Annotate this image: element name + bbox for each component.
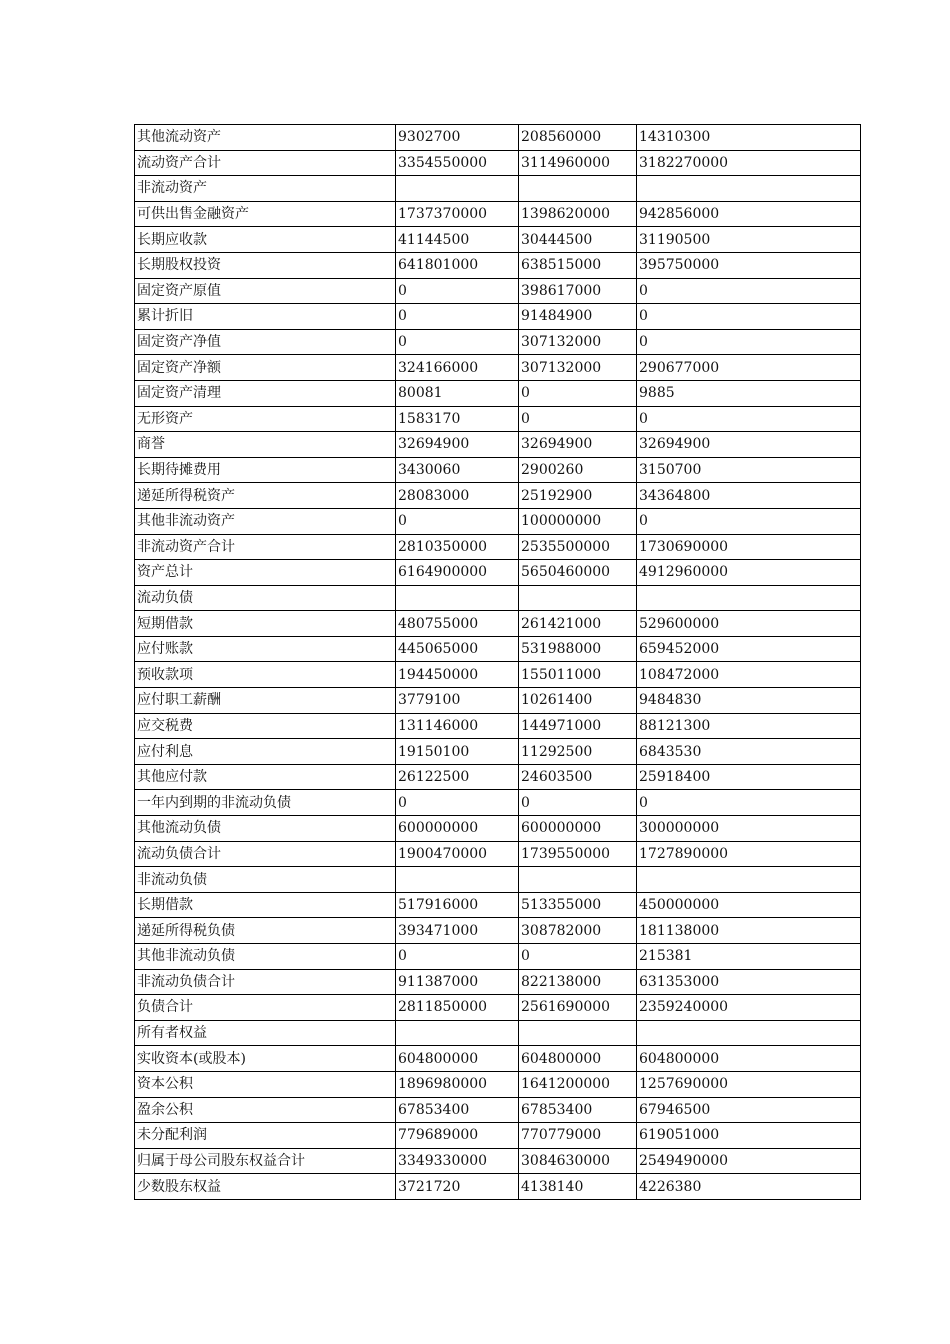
cell-value-col-2: 398617000 <box>519 278 637 304</box>
cell-item-label: 其他非流动资产 <box>135 508 396 534</box>
cell-value-col-1: 0 <box>396 790 519 816</box>
cell-value-col-2: 2900260 <box>519 457 637 483</box>
cell-value-col-1: 779689000 <box>396 1123 519 1149</box>
table-row <box>135 252 861 278</box>
cell-value-col-1: 393471000 <box>396 918 519 944</box>
table-row <box>135 944 861 970</box>
cell-value-col-3: 1727890000 <box>637 841 861 867</box>
cell-value-col-2: 2535500000 <box>519 534 637 560</box>
table-row <box>135 816 861 842</box>
cell-value-col-1: 600000000 <box>396 816 519 842</box>
cell-value-col-1: 3721720 <box>396 1174 519 1200</box>
cell-item-label: 盈余公积 <box>135 1097 396 1123</box>
cell-value-col-1: 1900470000 <box>396 841 519 867</box>
cell-value-col-2 <box>519 1020 637 1046</box>
cell-item-label: 归属于母公司股东权益合计 <box>135 1148 396 1174</box>
table-row <box>135 662 861 688</box>
cell-value-col-1 <box>396 585 519 611</box>
cell-value-col-3: 0 <box>637 790 861 816</box>
cell-value-col-3 <box>637 1020 861 1046</box>
cell-value-col-3: 2549490000 <box>637 1148 861 1174</box>
table-row <box>135 1174 861 1200</box>
cell-value-col-1: 1737370000 <box>396 201 519 227</box>
cell-value-col-2: 308782000 <box>519 918 637 944</box>
cell-value-col-1: 480755000 <box>396 611 519 637</box>
cell-value-col-1: 0 <box>396 944 519 970</box>
cell-value-col-3: 2359240000 <box>637 995 861 1021</box>
table-row <box>135 713 861 739</box>
table-row <box>135 841 861 867</box>
table-row <box>135 1097 861 1123</box>
cell-item-label: 非流动负债合计 <box>135 969 396 995</box>
table-row <box>135 560 861 586</box>
cell-item-label: 非流动资产 <box>135 176 396 202</box>
table-row <box>135 201 861 227</box>
cell-value-col-1: 517916000 <box>396 892 519 918</box>
cell-value-col-3: 31190500 <box>637 227 861 253</box>
cell-value-col-1: 0 <box>396 304 519 330</box>
cell-value-col-2: 67853400 <box>519 1097 637 1123</box>
cell-value-col-3: 0 <box>637 406 861 432</box>
cell-value-col-1: 3779100 <box>396 688 519 714</box>
cell-value-col-3: 0 <box>637 304 861 330</box>
cell-value-col-3: 395750000 <box>637 252 861 278</box>
cell-value-col-3: 25918400 <box>637 764 861 790</box>
table-row <box>135 483 861 509</box>
cell-item-label: 短期借款 <box>135 611 396 637</box>
cell-item-label: 流动负债合计 <box>135 841 396 867</box>
table-row <box>135 1123 861 1149</box>
cell-value-col-1: 1896980000 <box>396 1071 519 1097</box>
cell-value-col-3: 3182270000 <box>637 150 861 176</box>
table-row <box>135 995 861 1021</box>
table-row <box>135 227 861 253</box>
table-row <box>135 1071 861 1097</box>
table-row <box>135 892 861 918</box>
table-row <box>135 969 861 995</box>
cell-value-col-2: 0 <box>519 790 637 816</box>
table-row <box>135 867 861 893</box>
cell-item-label: 固定资产清理 <box>135 380 396 406</box>
table-row <box>135 1020 861 1046</box>
cell-value-col-1: 0 <box>396 278 519 304</box>
cell-item-label: 资本公积 <box>135 1071 396 1097</box>
cell-item-label: 固定资产净额 <box>135 355 396 381</box>
cell-value-col-3: 604800000 <box>637 1046 861 1072</box>
cell-value-col-3 <box>637 867 861 893</box>
cell-value-col-1: 604800000 <box>396 1046 519 1072</box>
cell-value-col-3: 631353000 <box>637 969 861 995</box>
cell-value-col-3: 619051000 <box>637 1123 861 1149</box>
cell-item-label: 累计折旧 <box>135 304 396 330</box>
cell-value-col-1: 445065000 <box>396 636 519 662</box>
cell-item-label: 应付利息 <box>135 739 396 765</box>
cell-value-col-1: 911387000 <box>396 969 519 995</box>
cell-item-label: 递延所得税负债 <box>135 918 396 944</box>
table-row <box>135 176 861 202</box>
cell-value-col-2: 307132000 <box>519 355 637 381</box>
cell-value-col-1: 80081 <box>396 380 519 406</box>
table-row <box>135 457 861 483</box>
cell-value-col-2: 2561690000 <box>519 995 637 1021</box>
cell-value-col-2: 3084630000 <box>519 1148 637 1174</box>
cell-value-col-2: 4138140 <box>519 1174 637 1200</box>
table-row <box>135 918 861 944</box>
cell-value-col-2: 604800000 <box>519 1046 637 1072</box>
cell-value-col-1: 19150100 <box>396 739 519 765</box>
cell-value-col-3: 181138000 <box>637 918 861 944</box>
cell-value-col-2: 1398620000 <box>519 201 637 227</box>
cell-value-col-1: 3354550000 <box>396 150 519 176</box>
table-row <box>135 688 861 714</box>
cell-value-col-3: 0 <box>637 329 861 355</box>
table-row <box>135 611 861 637</box>
table-row <box>135 790 861 816</box>
table-row <box>135 534 861 560</box>
cell-value-col-3: 300000000 <box>637 816 861 842</box>
cell-value-col-1: 41144500 <box>396 227 519 253</box>
table-row <box>135 304 861 330</box>
cell-value-col-2: 0 <box>519 406 637 432</box>
cell-value-col-3: 6843530 <box>637 739 861 765</box>
cell-value-col-1: 0 <box>396 508 519 534</box>
cell-item-label: 预收款项 <box>135 662 396 688</box>
cell-value-col-2: 1739550000 <box>519 841 637 867</box>
cell-value-col-3: 4912960000 <box>637 560 861 586</box>
cell-value-col-2 <box>519 867 637 893</box>
cell-value-col-3: 1257690000 <box>637 1071 861 1097</box>
cell-value-col-2: 0 <box>519 380 637 406</box>
cell-value-col-1: 194450000 <box>396 662 519 688</box>
table-row <box>135 1148 861 1174</box>
cell-value-col-2: 24603500 <box>519 764 637 790</box>
cell-item-label: 应交税费 <box>135 713 396 739</box>
cell-value-col-3: 942856000 <box>637 201 861 227</box>
cell-value-col-1: 32694900 <box>396 432 519 458</box>
cell-item-label: 长期借款 <box>135 892 396 918</box>
cell-value-col-3: 32694900 <box>637 432 861 458</box>
cell-value-col-1: 641801000 <box>396 252 519 278</box>
cell-value-col-1: 131146000 <box>396 713 519 739</box>
cell-item-label: 可供出售金融资产 <box>135 201 396 227</box>
cell-value-col-3: 0 <box>637 508 861 534</box>
cell-value-col-2: 155011000 <box>519 662 637 688</box>
cell-value-col-3: 9484830 <box>637 688 861 714</box>
cell-value-col-2: 531988000 <box>519 636 637 662</box>
table-row <box>135 739 861 765</box>
cell-value-col-3: 450000000 <box>637 892 861 918</box>
table-row <box>135 585 861 611</box>
cell-value-col-1: 26122500 <box>396 764 519 790</box>
cell-value-col-3: 9885 <box>637 380 861 406</box>
cell-item-label: 一年内到期的非流动负债 <box>135 790 396 816</box>
cell-item-label: 长期待摊费用 <box>135 457 396 483</box>
cell-value-col-3: 215381 <box>637 944 861 970</box>
cell-item-label: 资产总计 <box>135 560 396 586</box>
cell-value-col-1: 67853400 <box>396 1097 519 1123</box>
cell-value-col-2: 32694900 <box>519 432 637 458</box>
cell-value-col-2: 144971000 <box>519 713 637 739</box>
cell-item-label: 其他非流动负债 <box>135 944 396 970</box>
cell-item-label: 无形资产 <box>135 406 396 432</box>
table-row <box>135 380 861 406</box>
cell-item-label: 少数股东权益 <box>135 1174 396 1200</box>
cell-value-col-2 <box>519 585 637 611</box>
cell-item-label: 非流动资产合计 <box>135 534 396 560</box>
cell-item-label: 未分配利润 <box>135 1123 396 1149</box>
cell-value-col-1: 3430060 <box>396 457 519 483</box>
table-row <box>135 432 861 458</box>
cell-value-col-2: 100000000 <box>519 508 637 534</box>
cell-value-col-3: 108472000 <box>637 662 861 688</box>
table-row <box>135 1046 861 1072</box>
cell-value-col-2: 3114960000 <box>519 150 637 176</box>
cell-value-col-2: 30444500 <box>519 227 637 253</box>
cell-value-col-3: 88121300 <box>637 713 861 739</box>
table-row <box>135 329 861 355</box>
table-row <box>135 278 861 304</box>
cell-value-col-1: 6164900000 <box>396 560 519 586</box>
cell-value-col-2: 10261400 <box>519 688 637 714</box>
table-row <box>135 406 861 432</box>
cell-value-col-2: 307132000 <box>519 329 637 355</box>
cell-item-label: 其他流动资产 <box>135 125 396 151</box>
cell-value-col-3: 14310300 <box>637 125 861 151</box>
cell-value-col-2: 261421000 <box>519 611 637 637</box>
cell-value-col-1: 9302700 <box>396 125 519 151</box>
cell-item-label: 固定资产原值 <box>135 278 396 304</box>
cell-item-label: 流动资产合计 <box>135 150 396 176</box>
cell-value-col-1: 3349330000 <box>396 1148 519 1174</box>
cell-value-col-2: 25192900 <box>519 483 637 509</box>
cell-value-col-2: 5650460000 <box>519 560 637 586</box>
table-row <box>135 125 861 151</box>
cell-value-col-1: 0 <box>396 329 519 355</box>
cell-value-col-1 <box>396 176 519 202</box>
cell-item-label: 其他流动负债 <box>135 816 396 842</box>
cell-value-col-1 <box>396 1020 519 1046</box>
table-row <box>135 508 861 534</box>
cell-value-col-3: 34364800 <box>637 483 861 509</box>
cell-value-col-1: 324166000 <box>396 355 519 381</box>
cell-item-label: 应付账款 <box>135 636 396 662</box>
cell-value-col-2: 0 <box>519 944 637 970</box>
balance-sheet-table <box>134 124 861 1200</box>
cell-item-label: 长期应收款 <box>135 227 396 253</box>
cell-value-col-3 <box>637 176 861 202</box>
cell-value-col-3: 3150700 <box>637 457 861 483</box>
table-row <box>135 764 861 790</box>
cell-value-col-2: 91484900 <box>519 304 637 330</box>
cell-value-col-2: 513355000 <box>519 892 637 918</box>
cell-value-col-1: 1583170 <box>396 406 519 432</box>
cell-value-col-3: 529600000 <box>637 611 861 637</box>
cell-item-label: 所有者权益 <box>135 1020 396 1046</box>
cell-item-label: 实收资本(或股本) <box>135 1046 396 1072</box>
cell-item-label: 其他应付款 <box>135 764 396 790</box>
cell-item-label: 非流动负债 <box>135 867 396 893</box>
cell-value-col-2: 208560000 <box>519 125 637 151</box>
cell-item-label: 应付职工薪酬 <box>135 688 396 714</box>
cell-item-label: 流动负债 <box>135 585 396 611</box>
cell-value-col-3: 4226380 <box>637 1174 861 1200</box>
cell-value-col-1: 2810350000 <box>396 534 519 560</box>
cell-value-col-2 <box>519 176 637 202</box>
cell-item-label: 负债合计 <box>135 995 396 1021</box>
cell-value-col-1: 2811850000 <box>396 995 519 1021</box>
balance-sheet-body <box>135 125 861 1200</box>
cell-value-col-2: 638515000 <box>519 252 637 278</box>
cell-value-col-3: 0 <box>637 278 861 304</box>
cell-value-col-3: 290677000 <box>637 355 861 381</box>
cell-item-label: 商誉 <box>135 432 396 458</box>
table-row <box>135 150 861 176</box>
cell-value-col-2: 770779000 <box>519 1123 637 1149</box>
cell-item-label: 递延所得税资产 <box>135 483 396 509</box>
cell-item-label: 固定资产净值 <box>135 329 396 355</box>
cell-value-col-1: 28083000 <box>396 483 519 509</box>
cell-item-label: 长期股权投资 <box>135 252 396 278</box>
cell-value-col-3: 1730690000 <box>637 534 861 560</box>
cell-value-col-2: 1641200000 <box>519 1071 637 1097</box>
table-row <box>135 355 861 381</box>
table-row <box>135 636 861 662</box>
cell-value-col-3 <box>637 585 861 611</box>
cell-value-col-3: 659452000 <box>637 636 861 662</box>
cell-value-col-2: 600000000 <box>519 816 637 842</box>
cell-value-col-3: 67946500 <box>637 1097 861 1123</box>
cell-value-col-2: 11292500 <box>519 739 637 765</box>
cell-value-col-1 <box>396 867 519 893</box>
cell-value-col-2: 822138000 <box>519 969 637 995</box>
